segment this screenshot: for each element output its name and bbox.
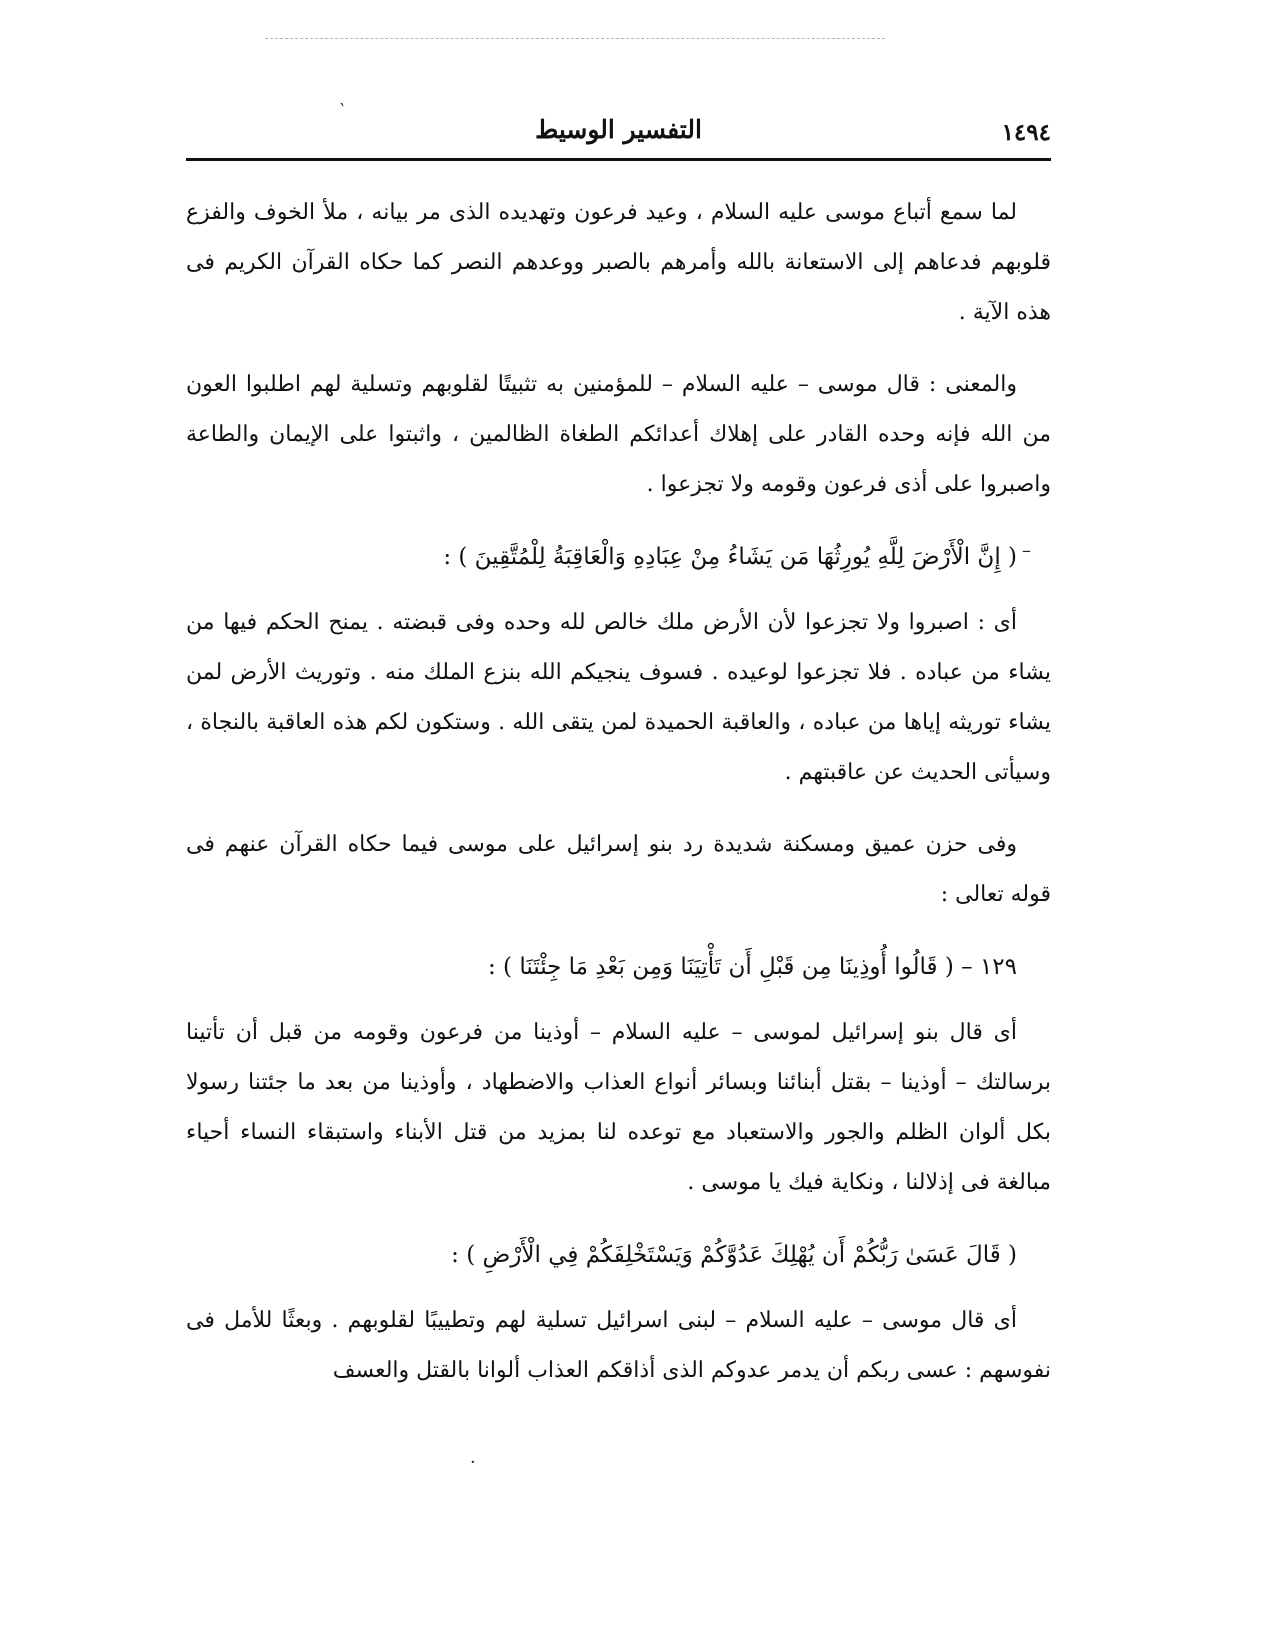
scan-speck: ‵ bbox=[340, 100, 345, 121]
quran-verse: ( إِنَّ الْأَرْضَ لِلَّهِ يُورِثُهَا مَن يَشَاءُ مِنْ عِبَادِهِ وَالْعَاقِبَةُ لِلْمُتَّقِينَ ) : bbox=[443, 544, 1017, 570]
paragraph-meaning: والمعنى : قال موسى – عليه السلام – للمؤمنين به تثبيتًا لقلوبهم وتسلية لهم اطلبوا العون من الله فإنه وحده القادر على إهلاك أعدائكم الطغاة الظالمين ، واثبتوا على الإيمان والطاعة واصبروا على أذى فرعون وقومه ولا تجزعوا . bbox=[186, 372, 1051, 497]
paragraph-explanation: أى : اصبروا ولا تجزعوا لأن الأرض ملك خالص لله وحده وفى قبضته . يمنح الحكم فيها من يشاء من عباده . فلا تجزعوا لوعيده . فسوف ينجيكم الله بنزع الملك منه . وتوريث الأرض لمن يشاء توريثه إياها من عباده ، والعاقبة الحميدة لمن يتقى الله . وستكون لكم هذه العاقبة بالنجاة ، وسيأتى الحديث عن عاقبتهم . bbox=[186, 610, 1051, 785]
paragraph-transition: وفى حزن عميق ومسكنة شديدة رد بنو إسرائيل على موسى فيما حكاه القرآن عنهم فى قوله تعالى : bbox=[186, 832, 1051, 907]
scan-edge-line bbox=[265, 38, 885, 39]
page-number: ١٤٩٤ bbox=[1001, 119, 1051, 146]
paragraph-explanation-reply: أى قال موسى – عليه السلام – لبنى اسرائيل تسلية لهم وتطييبًا لقلوبهم . وبعثًا للأمل فى نفوسهم : عسى ربكم أن يدمر عدوكم الذى أذاقكم العذاب ألوانا بالقتل والعسف bbox=[186, 1308, 1051, 1383]
quran-verse-moses-reply: ( قَالَ عَسَىٰ رَبُّكُمْ أَن يُهْلِكَ عَدُوَّكُمْ وَيَسْتَخْلِفَكُمْ فِي الْأَرْضِ ) : bbox=[451, 1242, 1017, 1268]
page-header bbox=[186, 115, 1051, 161]
paragraph-intro: لما سمع أتباع موسى عليه السلام ، وعيد فرعون وتهديده الذى مر بيانه ، ملأ الخوف والفزع قلوبهم فدعاهم إلى الاستعانة بالله وأمرهم بالصبر ووعدهم النصر كما حكاه القرآن الكريم فى هذه الآية . bbox=[186, 200, 1051, 325]
quran-verse-129: ١٢٩ – ( قَالُوا أُوذِينَا مِن قَبْلِ أَن تَأْتِيَنَا وَمِن بَعْدِ مَا جِئْتَنَا ) : bbox=[487, 954, 1017, 980]
paragraph-explanation-129: أى قال بنو إسرائيل لموسى – عليه السلام – أوذينا من فرعون وقومه من قبل أن تأتينا برسالتك – أوذينا – بقتل أبنائنا وبسائر أنواع العذاب والاضطهاد ، وأوذينا من بعد ما جئتنا رسولا بكل ألوان الظلم والجور والاستعباد مع توعده لنا بمزيد من قتل الأبناء واستبقاء النساء أحياء مبالغة فى إذلالنا ، ونكاية فيك يا موسى . bbox=[186, 1020, 1051, 1195]
scan-speck: – bbox=[1022, 540, 1031, 561]
scan-speck: · bbox=[470, 1452, 476, 1473]
header-rule bbox=[186, 158, 1051, 161]
page-body bbox=[186, 188, 1051, 1418]
running-title: التفسير الوسيط bbox=[535, 115, 702, 144]
